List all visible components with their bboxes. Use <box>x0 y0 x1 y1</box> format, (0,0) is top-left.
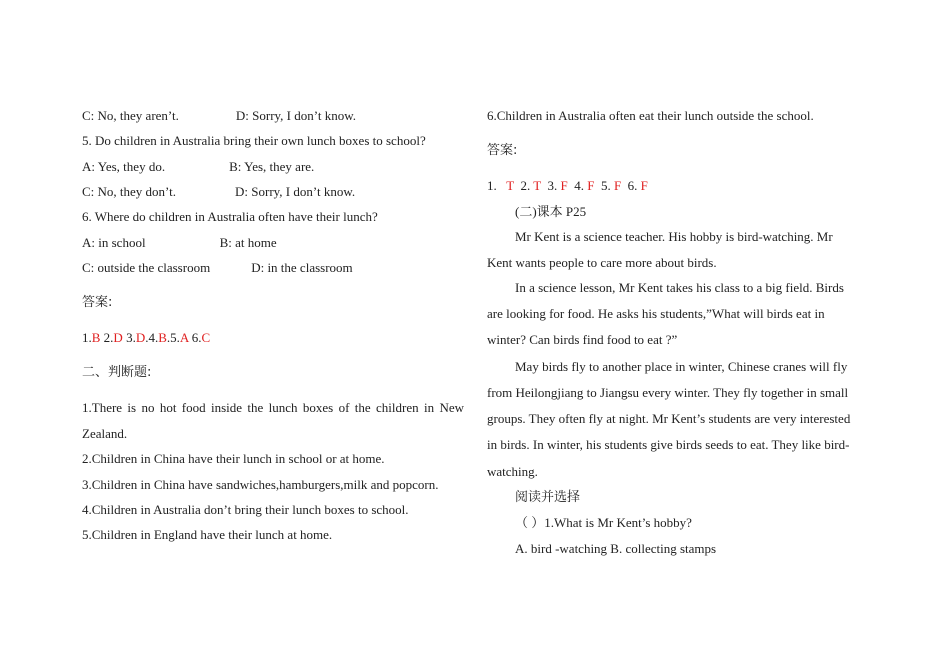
passage-p1-line-1: Mr Kent is a science teacher. His hobby is bird-watching. Mr <box>515 229 833 244</box>
passage-p3-line-3: groups. They often fly at night. Mr Kent’s students are very interested <box>487 411 851 426</box>
option-b: B: at home <box>219 235 277 250</box>
q4-options-cd <box>82 106 356 126</box>
answer-number: .4. <box>145 330 159 345</box>
option-d: D: in the classroom <box>251 260 353 275</box>
q6-options-cd <box>82 258 353 278</box>
answer-value: D <box>135 330 146 345</box>
question-5: 5. Do children in Australia bring their own lunch boxes to school? <box>82 133 426 148</box>
tf-question-2: 2.Children in China have their lunch in school or at home. <box>82 451 385 466</box>
answer-number: 5. <box>594 178 614 193</box>
passage-p2-line-1: In a science lesson, Mr Kent takes his class to a big field. Birds <box>515 280 844 295</box>
passage-p3-line-5: watching. <box>487 464 538 479</box>
section-2-heading: 二、判断题: <box>82 365 152 380</box>
option-d: D: Sorry, I don’t know. <box>235 108 357 123</box>
tf-question-1-line-1: 1.There is no hot food inside the lunch boxes of the children in New <box>82 400 464 415</box>
passage-p3-line-2: from Heilongjiang to Jiangsu every winter. They fly together in small <box>487 385 849 400</box>
answer-value: F <box>560 178 568 193</box>
answer-value: D <box>113 330 123 345</box>
tf-question-6: 6.Children in Australia often eat their lunch outside the school. <box>487 108 814 123</box>
answer-number: 4. <box>567 178 588 193</box>
q6-options-ab <box>82 233 277 253</box>
passage-p3-line-1: May birds fly to another place in winter, Chinese cranes will fly <box>515 359 848 374</box>
tf-question-1-line-2: Zealand. <box>82 426 128 441</box>
tf-question-5: 5.Children in England have their lunch at home. <box>82 527 333 542</box>
section-title: (二)课本 P25 <box>515 204 587 219</box>
answer-value: T <box>506 178 514 193</box>
answer-value: A <box>179 330 189 345</box>
passage-p3-line-4: in birds. In winter, his students give birds seeds to eat. They like bird- <box>487 437 850 452</box>
answer-value: F <box>587 178 595 193</box>
option-b: B: Yes, they are. <box>229 159 315 174</box>
answer-number: 1. <box>487 178 507 193</box>
answer-value: F <box>613 178 622 193</box>
tf-question-4: 4.Children in Australia don’t bring their lunch boxes to school. <box>82 502 409 517</box>
reading-heading: 阅读并选择 <box>515 490 581 505</box>
answer-number: 6. <box>188 330 202 345</box>
answer-number: 3. <box>122 330 136 345</box>
passage-p2-line-3: winter? Can birds find food to eat ?” <box>487 332 678 347</box>
passage-p1-line-2: Kent wants people to care more about birds. <box>487 255 717 270</box>
answer-number: .5. <box>166 330 180 345</box>
answer-value: T <box>533 178 541 193</box>
answer-heading: 答案: <box>82 295 113 310</box>
tf-answer-key <box>487 176 648 196</box>
reading-question-1: （ ）1.What is Mr Kent’s hobby? <box>515 515 692 530</box>
option-c: C: No, they aren’t. <box>82 108 179 123</box>
tf-question-3: 3.Children in China have sandwiches,hamburgers,milk and popcorn. <box>82 477 439 492</box>
answer-value: B <box>91 330 101 345</box>
answer-heading: 答案: <box>487 143 518 158</box>
answer-number: 6. <box>621 178 641 193</box>
answer-number: 2. <box>513 178 534 193</box>
option-a: A: Yes, they do. <box>82 159 166 174</box>
passage-p2-line-2: are looking for food. He asks his students,”What will birds eat in <box>487 306 825 321</box>
answer-value: C <box>201 330 211 345</box>
answer-value: B <box>158 330 167 345</box>
answer-number: 3. <box>540 178 561 193</box>
answer-key <box>82 328 210 348</box>
reading-question-1-options: A. bird -watching B. collecting stamps <box>515 541 717 556</box>
answer-value: F <box>640 178 648 193</box>
option-d: D: Sorry, I don’t know. <box>235 184 356 199</box>
q5-options-ab <box>82 157 314 177</box>
option-c: C: No, they don’t. <box>82 184 177 199</box>
answer-number: 1. <box>82 330 92 345</box>
answer-number: 2. <box>100 330 114 345</box>
option-c: C: outside the classroom <box>82 260 211 275</box>
question-6: 6. Where do children in Australia often have their lunch? <box>82 209 378 224</box>
option-a: A: in school <box>82 235 146 250</box>
q5-options-cd <box>82 182 355 202</box>
